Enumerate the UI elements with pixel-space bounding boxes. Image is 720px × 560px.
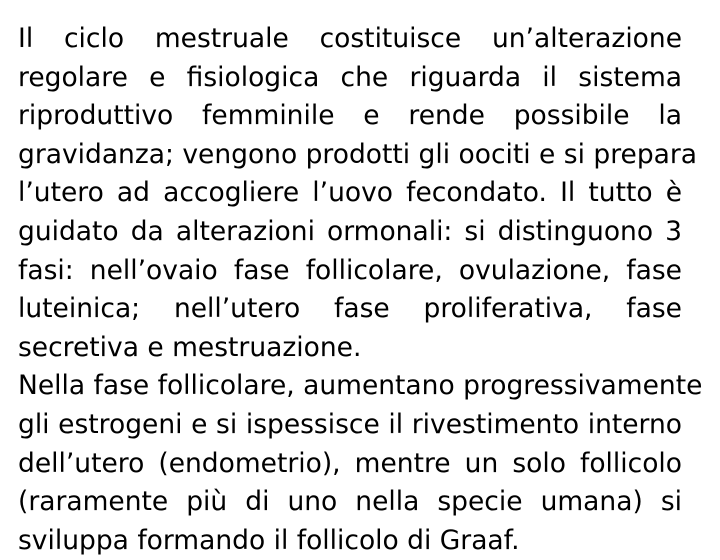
text-line: sviluppa formando il follicolo di Graaf. xyxy=(18,524,520,556)
text-line: gravidanza; vengono prodotti gli oociti e si prepara xyxy=(18,138,698,170)
text-line: Il ciclo mestruale costituisce un’alterazione xyxy=(18,23,682,54)
text-line: secretiva e mestruazione. xyxy=(18,331,362,363)
text-line: l’utero ad accogliere l’uovo fecondato. Il tutto è xyxy=(18,177,682,209)
paragraph-2 xyxy=(18,367,703,560)
text-line: gli estrogeni e si ispessisce il rivestimento interno xyxy=(18,408,682,440)
text-line: Nella fase follicolare, aumentano progressivamente xyxy=(18,370,703,402)
text-line: luteinica; nell’utero fase proliferativa, fase xyxy=(18,293,682,325)
text-line: riproduttivo femminile e rende possibile la xyxy=(18,100,682,132)
paragraph-1 xyxy=(18,20,698,367)
body-text xyxy=(18,20,703,560)
text-line: fasi: nell’ovaio fase follicolare, ovulazione, fase xyxy=(18,254,682,286)
text-line: regolare e fisiologica che riguarda il sistema xyxy=(18,61,682,93)
text-line: (raramente più di uno nella specie umana) si xyxy=(18,486,682,518)
text-line: dell’utero (endometrio), mentre un solo follicolo xyxy=(18,447,682,479)
text-line: guidato da alterazioni ormonali: si distinguono 3 xyxy=(18,215,682,247)
